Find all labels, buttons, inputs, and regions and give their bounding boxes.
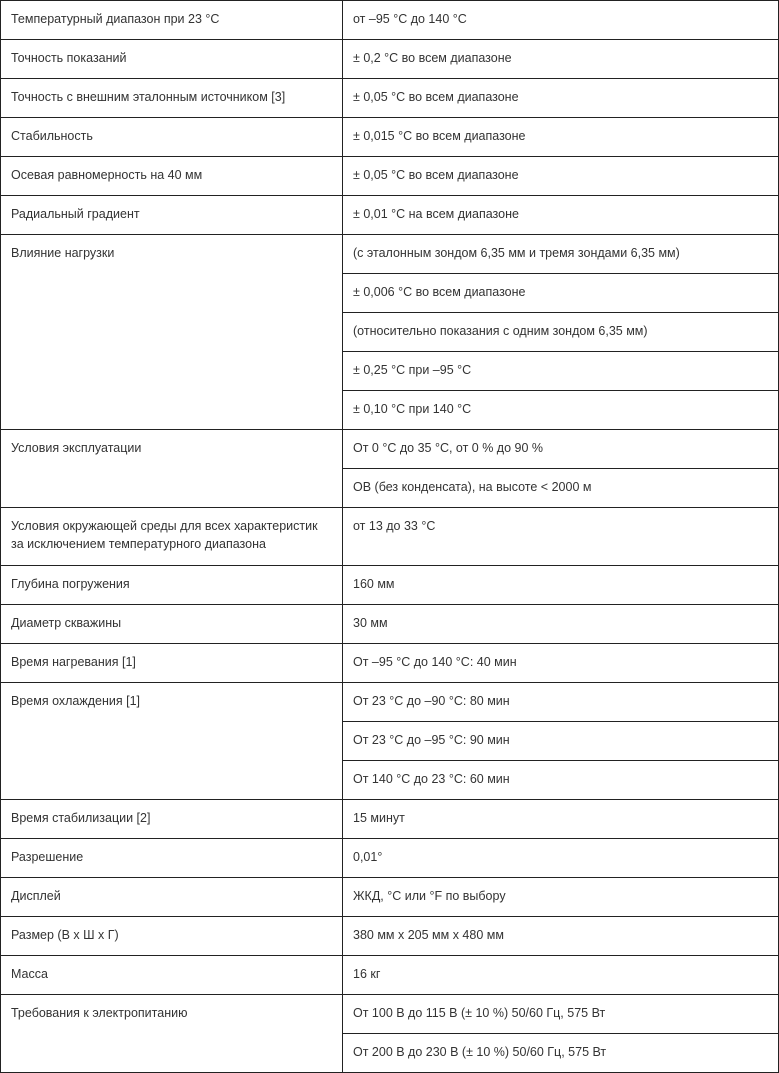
spec-value: (с эталонным зондом 6,35 мм и тремя зондами 6,35 мм) xyxy=(343,235,779,274)
spec-value: От 140 °C до 23 °C: 60 мин xyxy=(343,761,779,800)
spec-value: от –95 °C до 140 °C xyxy=(343,1,779,40)
spec-value: От 100 В до 115 В (± 10 %) 50/60 Гц, 575 Вт xyxy=(343,995,779,1034)
spec-value: ± 0,015 °C во всем диапазоне xyxy=(343,118,779,157)
spec-value: От 200 В до 230 В (± 10 %) 50/60 Гц, 575 Вт xyxy=(343,1034,779,1073)
spec-label: Точность с внешним эталонным источником [3] xyxy=(1,79,343,118)
spec-label: Время нагревания [1] xyxy=(1,644,343,683)
spec-value: 160 мм xyxy=(343,566,779,605)
spec-label: Диаметр скважины xyxy=(1,605,343,644)
spec-value: От 23 °C до –90 °C: 80 мин xyxy=(343,683,779,722)
spec-value: ± 0,10 °C при 140 °C xyxy=(343,391,779,430)
table-row xyxy=(1,118,779,157)
spec-value: От 0 °C до 35 °C, от 0 % до 90 % xyxy=(343,430,779,469)
spec-label: Время стабилизации [2] xyxy=(1,800,343,839)
spec-label: Условия окружающей среды для всех характеристик за исключением температурного диапазона xyxy=(1,508,343,566)
spec-label: Условия эксплуатации xyxy=(1,430,343,508)
spec-label: Влияние нагрузки xyxy=(1,235,343,430)
spec-label: Разрешение xyxy=(1,839,343,878)
table-row xyxy=(1,508,779,566)
spec-value: ± 0,01 °C на всем диапазоне xyxy=(343,196,779,235)
spec-label: Температурный диапазон при 23 °C xyxy=(1,1,343,40)
table-row xyxy=(1,605,779,644)
table-row xyxy=(1,196,779,235)
spec-value: 16 кг xyxy=(343,956,779,995)
table-row xyxy=(1,430,779,469)
table-row xyxy=(1,839,779,878)
spec-label: Осевая равномерность на 40 мм xyxy=(1,157,343,196)
table-row xyxy=(1,644,779,683)
table-row xyxy=(1,878,779,917)
spec-value: ± 0,05 °C во всем диапазоне xyxy=(343,157,779,196)
spec-label: Размер (В x Ш x Г) xyxy=(1,917,343,956)
spec-value: 0,01° xyxy=(343,839,779,878)
spec-label: Точность показаний xyxy=(1,40,343,79)
table-row xyxy=(1,683,779,722)
spec-value: 380 мм x 205 мм x 480 мм xyxy=(343,917,779,956)
spec-value: (относительно показания с одним зондом 6,35 мм) xyxy=(343,313,779,352)
spec-value: 15 минут xyxy=(343,800,779,839)
spec-value: От 23 °C до –95 °C: 90 мин xyxy=(343,722,779,761)
spec-value: ОВ (без конденсата), на высоте < 2000 м xyxy=(343,469,779,508)
spec-label: Стабильность xyxy=(1,118,343,157)
table-row xyxy=(1,566,779,605)
spec-label: Требования к электропитанию xyxy=(1,995,343,1073)
table-row xyxy=(1,917,779,956)
spec-label: Масса xyxy=(1,956,343,995)
spec-table-body xyxy=(1,1,779,1073)
spec-label: Дисплей xyxy=(1,878,343,917)
table-row xyxy=(1,956,779,995)
spec-label: Радиальный градиент xyxy=(1,196,343,235)
table-row xyxy=(1,800,779,839)
spec-value: ± 0,2 °C во всем диапазоне xyxy=(343,40,779,79)
spec-label: Глубина погружения xyxy=(1,566,343,605)
table-row xyxy=(1,235,779,274)
spec-label: Время охлаждения [1] xyxy=(1,683,343,800)
spec-value: от 13 до 33 °C xyxy=(343,508,779,566)
table-row xyxy=(1,995,779,1034)
spec-value: От –95 °C до 140 °C: 40 мин xyxy=(343,644,779,683)
table-row xyxy=(1,157,779,196)
spec-value: ± 0,006 °C во всем диапазоне xyxy=(343,274,779,313)
spec-value: 30 мм xyxy=(343,605,779,644)
spec-value: ± 0,25 °C при –95 °C xyxy=(343,352,779,391)
spec-value: ± 0,05 °C во всем диапазоне xyxy=(343,79,779,118)
table-row xyxy=(1,79,779,118)
spec-value: ЖКД, °C или °F по выбору xyxy=(343,878,779,917)
table-row xyxy=(1,1,779,40)
table-row xyxy=(1,40,779,79)
